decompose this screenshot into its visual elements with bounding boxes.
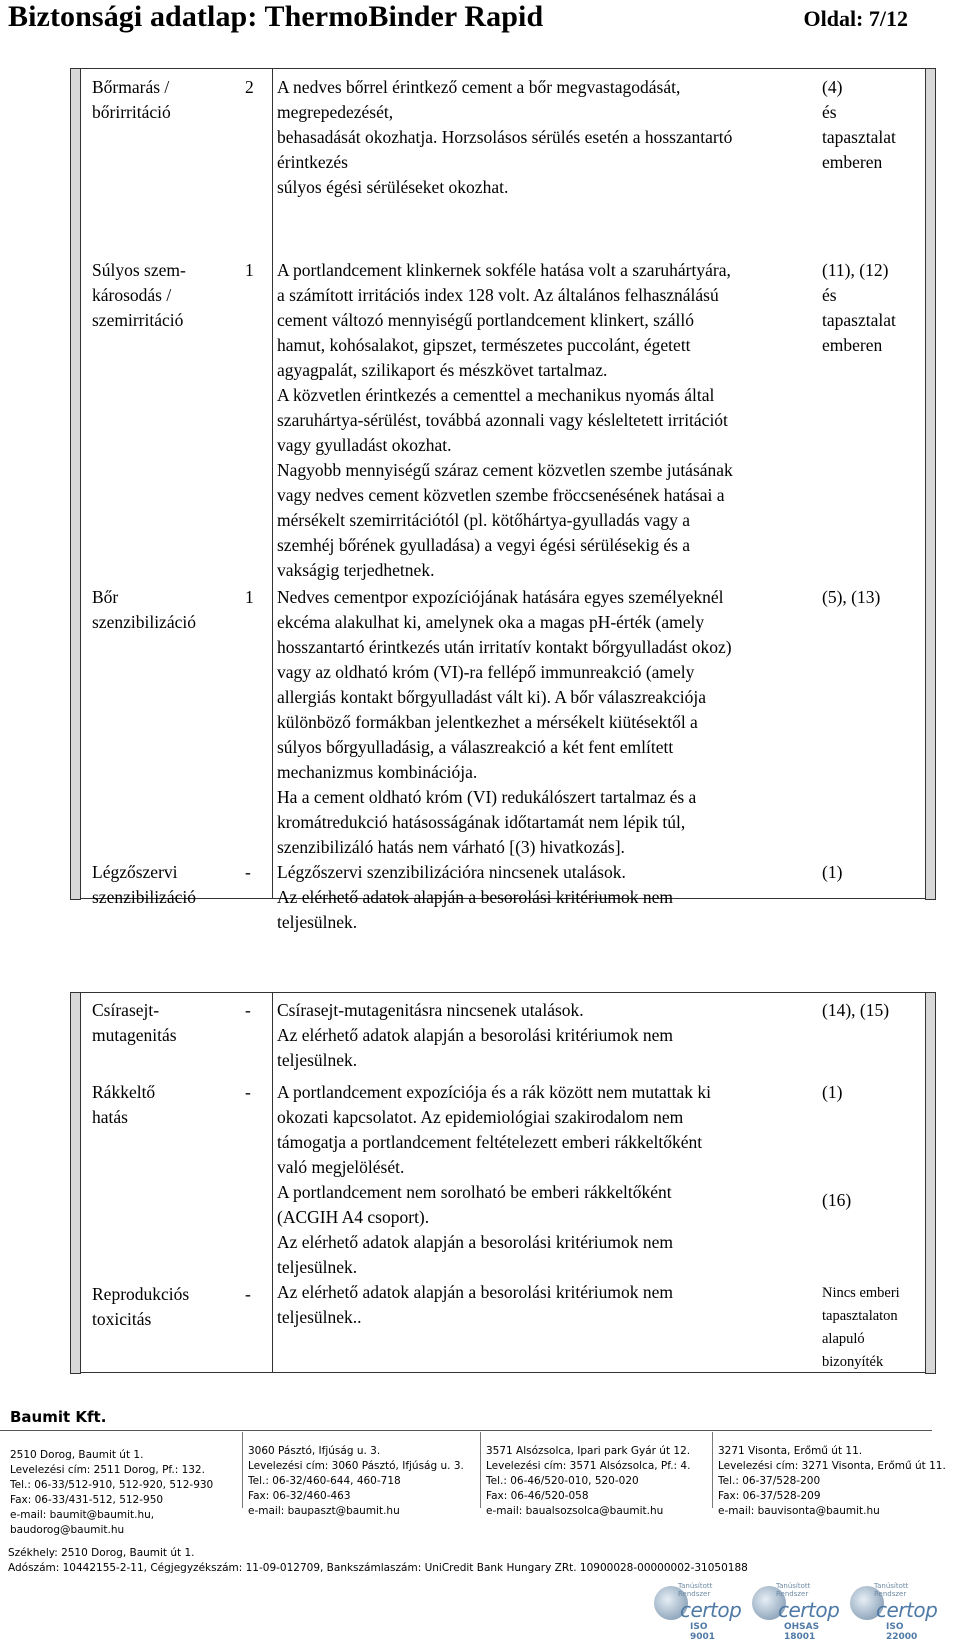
text-line: való megjelölését.: [277, 1157, 405, 1177]
row-label: [92, 1282, 232, 1332]
ref-line: alapuló: [822, 1331, 865, 1347]
text-line: Az elérhető adatok alapján a besorolási kritériumok nem: [277, 1232, 674, 1252]
ref-line: és: [822, 285, 837, 305]
address-line: Levelezési cím: 3271 Visonta, Erőmű út 11.: [718, 1460, 946, 1472]
column-divider: [272, 68, 273, 898]
label-line: károsodás /: [92, 285, 172, 305]
row-reference: [822, 860, 937, 885]
cert-standard: OHSAS 18001: [784, 1622, 820, 1642]
cert-caption: Tanúsított Rendszer: [678, 1582, 713, 1598]
address-line: Fax: 06-46/520-058: [486, 1490, 589, 1502]
text-line: Az elérhető adatok alapján a besorolási kritériumok nem: [277, 1025, 674, 1045]
text-line: A portlandcement expozíciója és a rák között nem mutattak ki: [277, 1082, 711, 1102]
category-value: 2: [245, 77, 254, 97]
row-description: [277, 860, 822, 935]
row-label: [92, 258, 232, 333]
address-line: Levelezési cím: 2511 Dorog, Pf.: 132.: [10, 1464, 205, 1476]
cert-caption: Tanúsított Rendszer: [776, 1582, 811, 1598]
right-margin-bar: [925, 68, 936, 900]
ref-line: bizonyíték: [822, 1354, 884, 1370]
column-divider: [272, 992, 273, 1372]
row-reference: [822, 75, 937, 175]
address-line: Tel.: 06-33/512-910, 512-920, 512-930: [10, 1479, 214, 1491]
label-line: szenzibilizáció: [92, 887, 196, 907]
text-line: Nedves cementpor expozíciójának hatására egyes személyeknél: [277, 587, 724, 607]
text-line: vagy az oldható króm (VI)-ra fellépő immunreakció (amely: [277, 662, 695, 682]
row-reference: [822, 585, 937, 610]
address-line: Fax: 06-32/460-463: [248, 1490, 351, 1502]
description-paragraph: [277, 383, 822, 458]
label-line: toxicitás: [92, 1309, 152, 1329]
text-line: a számított irritációs index 128 volt. Az általános felhasználású: [277, 285, 719, 305]
text-line: A portlandcement klinkernek sokféle hatása volt a szaruhártyára,: [277, 260, 731, 280]
ref-line: emberen: [822, 335, 883, 355]
address-line: Tel.: 06-32/460-644, 460-718: [248, 1475, 401, 1487]
company-name: Baumit Kft.: [10, 1408, 107, 1426]
description-paragraph: [277, 998, 822, 1073]
text-line: Nagyobb mennyiségű száraz cement közvetlen szembe jutásának: [277, 460, 733, 480]
address-line: Fax: 06-33/431-512, 512-950: [10, 1494, 164, 1506]
description-paragraph: [277, 75, 822, 200]
row-reference: [822, 1080, 937, 1105]
label-line: szemirritáció: [92, 310, 184, 330]
seat-line: Székhely: 2510 Dorog, Baumit út 1.: [8, 1547, 195, 1559]
row-reference: [822, 998, 937, 1023]
ref-line: (1): [822, 862, 843, 882]
text-line: Az elérhető adatok alapján a besorolási kritériumok nem: [277, 1282, 674, 1302]
address-line: e-mail: baupaszt@baumit.hu: [248, 1505, 400, 1517]
description-paragraph: [277, 458, 822, 583]
row-description: [277, 258, 822, 583]
cert-caption: Tanúsított Rendszer: [874, 1582, 909, 1598]
text-line: súlyos égési sérüléseket okozhat.: [277, 177, 509, 197]
text-line: teljesülnek.: [277, 912, 358, 932]
footer-divider: [0, 1430, 932, 1431]
text-line: agyagpalát, szilikaport és mészkövet tartalmaz.: [277, 360, 608, 380]
label-line: Bőrmarás /: [92, 77, 170, 97]
text-line: vakságig terjedhetnek.: [277, 560, 435, 580]
label-line: Rákkeltő: [92, 1082, 156, 1102]
description-paragraph: [277, 1180, 822, 1280]
text-line: hosszantartó érintkezés után irritatív kontakt bőrgyulladást okoz): [277, 637, 732, 657]
address-line: e-mail: baumit@baumit.hu,: [10, 1509, 155, 1521]
row-reference: [822, 258, 937, 358]
text-line: támogatja a portlandcement feltételezett emberi rákkeltőként: [277, 1132, 703, 1152]
ref-line: emberen: [822, 152, 883, 172]
category-value: 1: [245, 260, 254, 280]
address-line: e-mail: baualsozsolca@baumit.hu: [486, 1505, 664, 1517]
address-line: Levelezési cím: 3571 Alsózsolca, Pf.: 4.: [486, 1460, 691, 1472]
label-line: Csírasejt-: [92, 1000, 160, 1020]
text-line: megrepedezését,: [277, 102, 394, 122]
label-line: Bőr: [92, 587, 119, 607]
footer-registration: [8, 1546, 748, 1576]
text-line: kromátredukció hatásosságának időtartamát nem lépik túl,: [277, 812, 686, 832]
row-label: [92, 860, 232, 910]
text-line: Csírasejt-mutagenitásra nincsenek utalások.: [277, 1000, 584, 1020]
label-line: Légzőszervi: [92, 862, 178, 882]
text-line: Az elérhető adatok alapján a besorolási kritériumok nem: [277, 887, 674, 907]
description-paragraph: [277, 585, 822, 785]
description-paragraph: [277, 1080, 822, 1180]
text-line: szaruhártya-sérülést, továbbá azonnali vagy késleltetett irritációt: [277, 410, 728, 430]
category-value: 1: [245, 587, 254, 607]
cert-standard: ISO 9001: [690, 1622, 716, 1642]
ref-line: tapasztalat: [822, 310, 896, 330]
footer-column-separator: [242, 1432, 243, 1508]
certop-iso9001-logo: [650, 1580, 742, 1642]
footer-column-separator: [712, 1432, 713, 1508]
certop-ohsas18001-logo: [748, 1580, 840, 1642]
row-description: [277, 1080, 822, 1280]
text-line: mérsékelt szemirritációtól (pl. kötőhártya-gyulladás vagy a: [277, 510, 691, 530]
cert-brand: certop: [778, 1598, 840, 1622]
text-line: szemhéj bőrének gyulladása) a vegyi égési sérülésekig és a: [277, 535, 691, 555]
cert-brand: certop: [876, 1598, 938, 1622]
label-line: hatás: [92, 1107, 128, 1127]
text-line: vagy gyulladást okozhat.: [277, 435, 452, 455]
category-value: -: [245, 1000, 251, 1020]
table-top-border: [81, 68, 926, 69]
category-value: -: [245, 862, 251, 882]
row-label: [92, 75, 232, 125]
address-line: Fax: 06-37/528-209: [718, 1490, 821, 1502]
certop-iso22000-logo: [846, 1580, 938, 1642]
row-label: [92, 585, 232, 635]
ref-line: (4): [822, 77, 843, 97]
text-line: (ACGIH A4 csoport).: [277, 1207, 430, 1227]
text-line: teljesülnek..: [277, 1307, 362, 1327]
text-line: Légzőszervi szenzibilizációra nincsenek utalások.: [277, 862, 626, 882]
text-line: vagy nedves cement közvetlen szembe fröccsenésének hatásai a: [277, 485, 725, 505]
row-description: [277, 75, 822, 200]
category-value: -: [245, 1284, 251, 1304]
label-line: Súlyos szem-: [92, 260, 186, 280]
row-description: [277, 1280, 822, 1330]
left-margin-bar: [70, 992, 81, 1374]
row-label: [92, 1080, 232, 1130]
address-line: baudorog@baumit.hu: [10, 1524, 125, 1536]
label-line: szenzibilizáció: [92, 612, 196, 632]
address-line: 3060 Pásztó, Ifjúság u. 3.: [248, 1445, 381, 1457]
text-line: teljesülnek.: [277, 1050, 358, 1070]
left-margin-bar: [70, 68, 81, 900]
description-paragraph: [277, 860, 822, 935]
text-line: hamut, kohósalakot, gipszet, természetes puccolánt, égetett: [277, 335, 691, 355]
category-value: -: [245, 1082, 251, 1102]
row-label: [92, 998, 232, 1048]
text-line: érintkezés: [277, 152, 348, 172]
ref-line: (16): [822, 1190, 852, 1210]
row-reference: [822, 1188, 937, 1213]
footer-address-alsozsolca: [486, 1444, 690, 1519]
page-number: Oldal: 7/12: [803, 6, 908, 31]
text-line: szenzibilizáló hatás nem várható [(3) hivatkozás].: [277, 837, 625, 857]
footer-address-paszto: [248, 1444, 464, 1519]
row-description: [277, 998, 822, 1073]
address-line: Tel.: 06-37/528-200: [718, 1475, 821, 1487]
text-line: okozati kapcsolatot. Az epidemiológiai szakirodalom nem: [277, 1107, 684, 1127]
ref-line: (1): [822, 1082, 843, 1102]
label-line: Reprodukciós: [92, 1284, 190, 1304]
text-line: A nedves bőrrel érintkező cement a bőr megvastagodását,: [277, 77, 681, 97]
row-description: [277, 585, 822, 860]
text-line: teljesülnek.: [277, 1257, 358, 1277]
cert-brand: certop: [680, 1598, 742, 1622]
ref-line: (11), (12): [822, 260, 889, 280]
text-line: ekcéma alakulhat ki, amelynek oka a magas pH-érték (amely: [277, 612, 705, 632]
page-header: [8, 0, 908, 36]
description-paragraph: [277, 1280, 822, 1330]
row-reference: [822, 1282, 937, 1374]
address-line: e-mail: bauvisonta@baumit.hu: [718, 1505, 880, 1517]
ref-line: és: [822, 102, 837, 122]
footer-address-dorog: [10, 1448, 213, 1538]
text-line: A közvetlen érintkezés a cementtel a mechanikus nyomás által: [277, 385, 715, 405]
footer-column-separator: [480, 1432, 481, 1508]
text-line: allergiás kontakt bőrgyulladást vált ki). A bőr válaszreakciója: [277, 687, 706, 707]
ref-line: Nincs emberi: [822, 1285, 900, 1301]
cert-standard: ISO 22000: [886, 1622, 918, 1642]
description-paragraph: [277, 785, 822, 860]
address-line: Tel.: 06-46/520-010, 520-020: [486, 1475, 639, 1487]
text-line: különböző formákban jelentkezhet a mérsékelt kiütésektől a: [277, 712, 698, 732]
address-line: Levelezési cím: 3060 Pásztó, Ifjúság u. 3.: [248, 1460, 464, 1472]
text-line: súlyos bőrgyulladásig, a válaszreakció a két fent említett: [277, 737, 674, 757]
ref-line: (5), (13): [822, 587, 881, 607]
label-line: mutagenitás: [92, 1025, 177, 1045]
description-paragraph: [277, 258, 822, 383]
ref-line: tapasztalat: [822, 127, 896, 147]
address-line: 2510 Dorog, Baumit út 1.: [10, 1449, 144, 1461]
document-title: Biztonsági adatlap: ThermoBinder Rapid: [8, 0, 544, 33]
table-bottom-border: [81, 1372, 926, 1373]
text-line: mechanizmus kombinációja.: [277, 762, 478, 782]
address-line: 3271 Visonta, Erőmű út 11.: [718, 1445, 863, 1457]
address-line: 3571 Alsózsolca, Ipari park Gyár út 12.: [486, 1445, 691, 1457]
text-line: behasadását okozhatja. Horzsolásos sérülés esetén a hosszantartó: [277, 127, 733, 147]
table-top-border: [81, 992, 926, 993]
text-line: A portlandcement nem sorolható be emberi rákkeltőként: [277, 1182, 672, 1202]
ref-line: (14), (15): [822, 1000, 890, 1020]
footer-address-visonta: [718, 1444, 946, 1519]
text-line: cement változó mennyiségű portlandcement klinkert, szálló: [277, 310, 694, 330]
text-line: Ha a cement oldható króm (VI) redukálószert tartalmaz és a: [277, 787, 697, 807]
ref-line: tapasztalaton: [822, 1308, 898, 1324]
label-line: bőrirritáció: [92, 102, 171, 122]
registry-line: Adószám: 10442155-2-11, Cégjegyzékszám: 11-09-012709, Bankszámlaszám: UniCredit Bank Hungary ZRt. 10900028-00000002-31050188: [8, 1562, 748, 1574]
